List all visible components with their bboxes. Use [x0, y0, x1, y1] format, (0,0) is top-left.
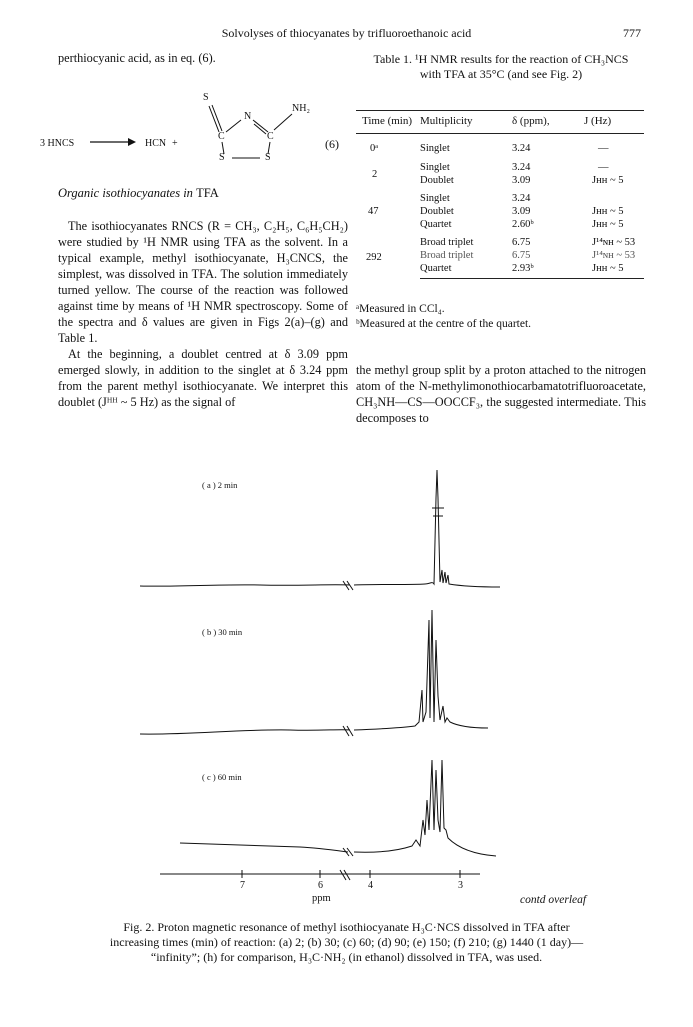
reaction-equation — [40, 92, 350, 172]
page-number: 777 — [623, 26, 641, 40]
spectrum-c — [180, 760, 496, 856]
paragraph-2: At the beginning, a doublet centred at δ 3.09 ppm emerged slowly, in addition to the singlet at δ 3.24 ppm from the parent methyl isothiocyanate. We interpret this doublet (Jᴴᴴ ~ 5 Hz) as the signal of — [58, 347, 348, 409]
cell-delta: 3.09 — [512, 175, 531, 186]
cell-delta: 2.60ᵇ — [512, 219, 534, 230]
cell-mult: Doublet — [420, 206, 454, 217]
cell-delta: 3.24 — [512, 162, 531, 173]
tick-3: 3 — [458, 880, 463, 891]
cell-j: — — [598, 143, 609, 154]
ring-s-bottom-left: S — [219, 152, 225, 163]
col-header-multiplicity: Multiplicity — [420, 111, 512, 134]
tick-7: 7 — [240, 880, 245, 891]
cell-j: Jʜʜ ~ 5 — [592, 219, 624, 230]
cell-j: Jʜʜ ~ 5 — [592, 206, 624, 217]
cell-j: Jʜʜ ~ 5 — [592, 175, 624, 186]
cell-time: 0ᵃ — [370, 143, 379, 154]
panel-label-a: ( a ) 2 min — [202, 480, 238, 490]
table-caption-line2: with TFA at 35°C (and see Fig. 2) — [419, 67, 583, 81]
section-heading — [58, 186, 219, 201]
reaction-arrow-icon — [88, 136, 138, 148]
cell-time: 2 — [372, 168, 378, 180]
left-body — [58, 218, 348, 410]
running-title: Solvolyses of thiocyanates by trifluoroethanoic acid — [221, 26, 472, 40]
ring-c-left: C — [218, 131, 225, 142]
axis-label-ppm: ppm — [312, 893, 331, 904]
cell-j: — — [598, 162, 609, 173]
cell-j: J¹⁴ɴʜ ~ 53 — [592, 250, 636, 261]
cell-delta: 2.93ᵇ — [512, 262, 584, 279]
table-caption-line1: Table 1. ¹H NMR results for the reaction of CH₃NCS — [373, 52, 629, 66]
cell-delta: 3.09 — [512, 206, 531, 217]
footnote-b: ᵇMeasured at the centre of the quartet. — [356, 318, 532, 330]
paragraph-1: The isothiocyanates RNCS (R = CH₃, C₂H₅, C₆H₅CH₂) were studied by ¹H NMR using TFA as the solvent. In a typical example, methyl isothiocyanate, H₃CNCS, the simplest, was dissolved in TFA. The solution immediately turned yellow. The course of the reaction was followed against time by means of ¹H NMR spectroscopy. Some of the spectra and δ values are given in Figs 2(a)–(g) and Table 1. — [58, 219, 348, 345]
cell-mult: Broad triplet — [420, 250, 474, 261]
cell-j — [584, 187, 644, 205]
cell-mult: Singlet — [420, 143, 450, 154]
product-hcn: HCN — [145, 138, 167, 149]
cell-mult: Singlet — [420, 193, 450, 204]
intro-line: perthiocyanic acid, as in eq. (6). — [58, 51, 216, 65]
cell-time: 47 — [368, 206, 379, 217]
cell-time: 292 — [366, 251, 382, 263]
spectrum-b — [140, 610, 488, 736]
ring-n: N — [244, 111, 252, 122]
cell-delta: 6.75 — [512, 250, 531, 261]
col-header-delta: δ (ppm), — [512, 111, 584, 134]
cell-j: J¹⁴ɴʜ ~ 53 — [592, 237, 636, 248]
panel-label-c: ( c ) 60 min — [202, 772, 242, 782]
table-caption — [356, 52, 646, 82]
col-header-time: Time (min) — [356, 111, 420, 134]
ppm-axis — [160, 870, 480, 880]
figure-caption-line1: Fig. 2. Proton magnetic resonance of methyl isothiocyanate H₃C·NCS dissolved in TFA after — [123, 920, 570, 934]
panel-label-b: ( b ) 30 min — [202, 627, 243, 637]
cell-delta: 6.75 — [512, 237, 531, 248]
reactant: 3 HNCS — [40, 138, 75, 149]
ring-c-right: C — [267, 131, 274, 142]
nmr-spectra-figure — [140, 460, 520, 890]
cell-mult: Quartet — [420, 219, 452, 230]
cell-delta: 3.24 — [512, 143, 531, 154]
cell-mult: Singlet — [420, 162, 450, 173]
right-paragraph: the methyl group split by a proton attached to the nitrogen atom of the N-methylimonothiocarbamatotrifluoroacetate, CH₃NH—CS—OOCCF₃, the suggested intermediate. This decomposes to — [356, 363, 646, 425]
tick-4: 4 — [368, 880, 373, 891]
plus-sign: + — [172, 138, 178, 149]
ring-nh2: NH₂ — [292, 103, 310, 114]
cell-mult: Doublet — [420, 175, 454, 186]
tick-6: 6 — [318, 880, 323, 891]
table-footnotes — [356, 302, 531, 332]
cell-mult: Quartet — [420, 262, 512, 279]
section-heading-tfa: TFA — [196, 186, 219, 200]
nmr-table — [356, 110, 644, 279]
section-heading-text: Organic isothiocyanates in — [58, 186, 193, 200]
ring-s-bottom-right: S — [265, 152, 271, 163]
spectrum-a — [140, 470, 500, 590]
cell-mult: Broad triplet — [420, 237, 474, 248]
continued-overleaf: contd overleaf — [520, 894, 587, 906]
figure-caption-line2: increasing times (min) of reaction: (a) 2; (b) 30; (c) 60; (d) 90; (e) 150; (f) 210; (g) 1440 (1 day)— — [109, 935, 584, 949]
figure-caption — [58, 920, 635, 965]
cell-delta: 3.24 — [512, 193, 531, 204]
ring-s-top: S — [203, 92, 209, 103]
col-header-j: J (Hz) — [584, 111, 644, 134]
footnote-a: ᵃMeasured in CCl₄. — [356, 303, 445, 315]
cell-j: Jʜʜ ~ 5 — [584, 262, 644, 279]
equation-number: (6) — [325, 137, 339, 151]
figure-caption-line3: “infinity”; (h) for comparison, H₃C·NH₂ (in ethanol) dissolved in TFA, was used. — [150, 950, 543, 964]
